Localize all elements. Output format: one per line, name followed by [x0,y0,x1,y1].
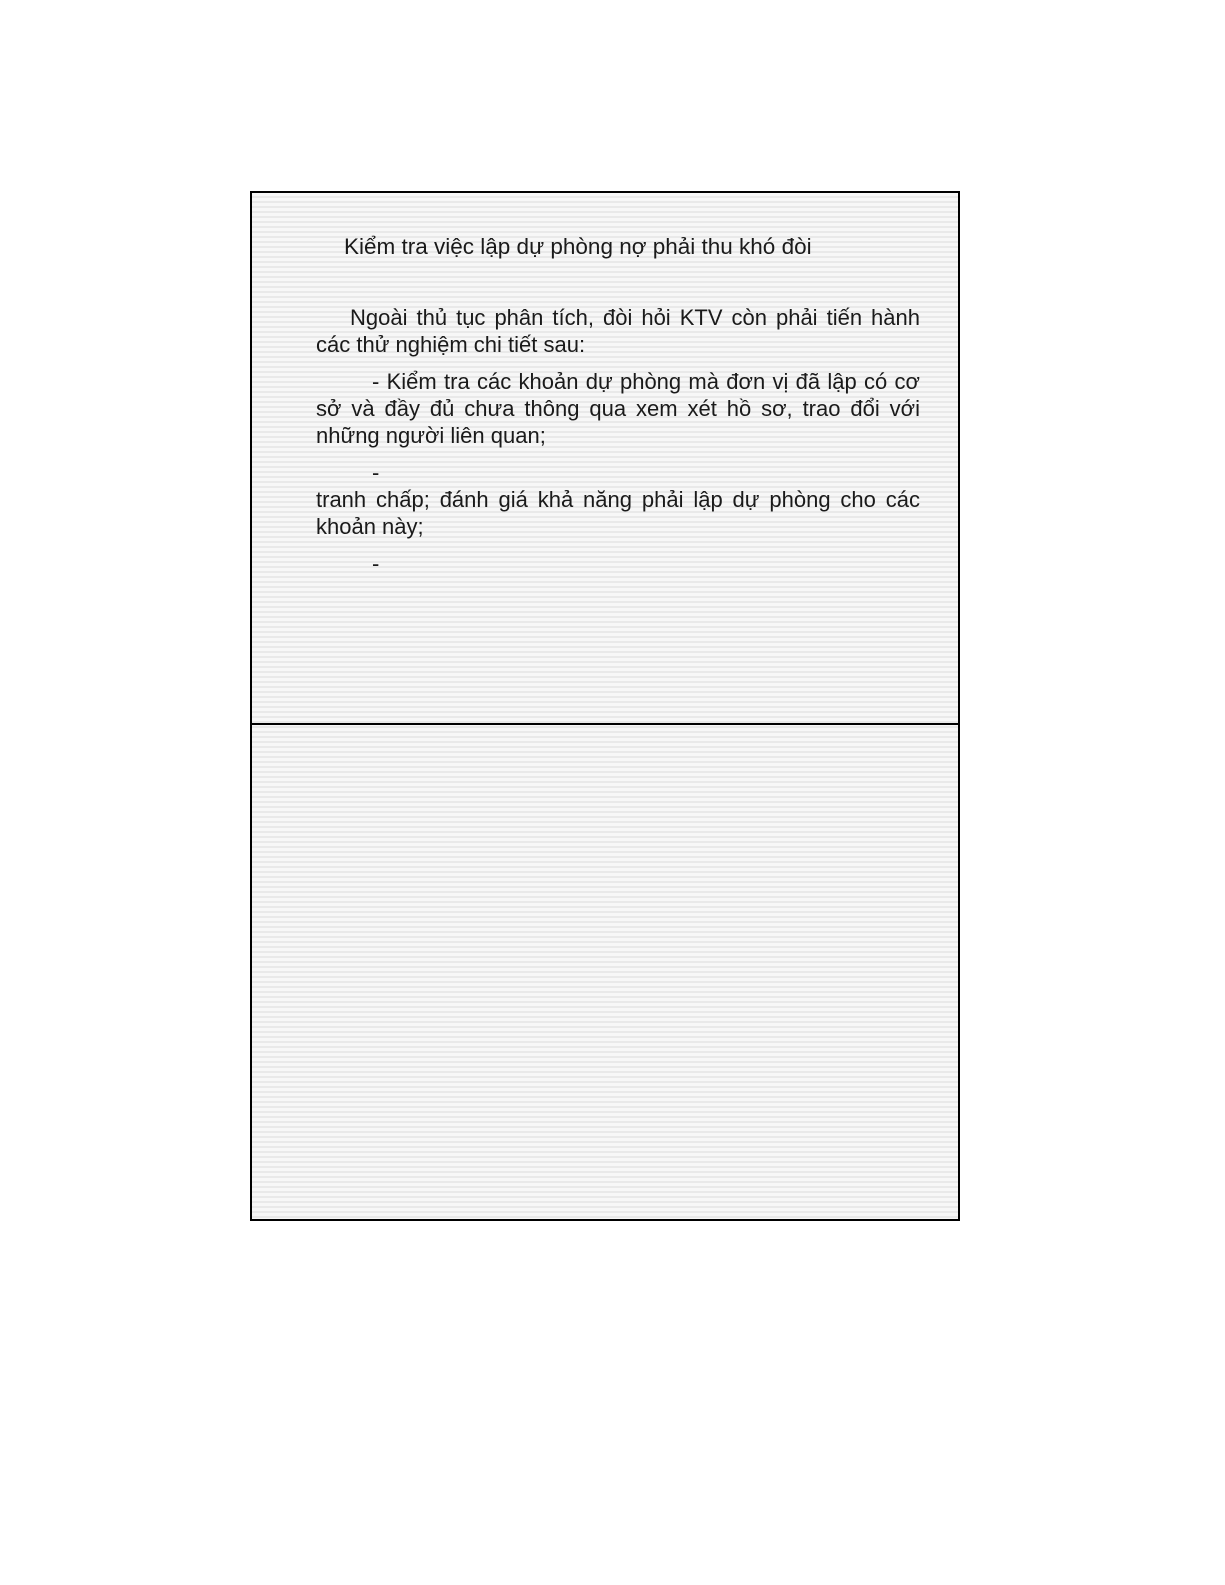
list-item-2-continuation: tranh chấp; đánh giá khả năng phải lập dự phòng cho các khoản này; [316,487,920,539]
list-item-3-dash: - [372,551,380,576]
list-item-2-dash: - [372,460,380,485]
intro-paragraph: Ngoài thủ tục phân tích, đòi hỏi KTV còn phải tiến hành các thử nghiệm chi tiết sau: [316,305,920,357]
document-content [316,233,920,577]
section-divider [252,723,958,725]
section-title: Kiểm tra việc lập dự phòng nợ phải thu khó đòi [344,234,812,259]
list-item-1: - Kiểm tra các khoản dự phòng mà đơn vị đã lập có cơ sở và đầy đủ chưa thông qua xem xét hồ sơ, trao đổi với những người liên quan; [316,369,920,448]
document-frame [250,191,960,1221]
